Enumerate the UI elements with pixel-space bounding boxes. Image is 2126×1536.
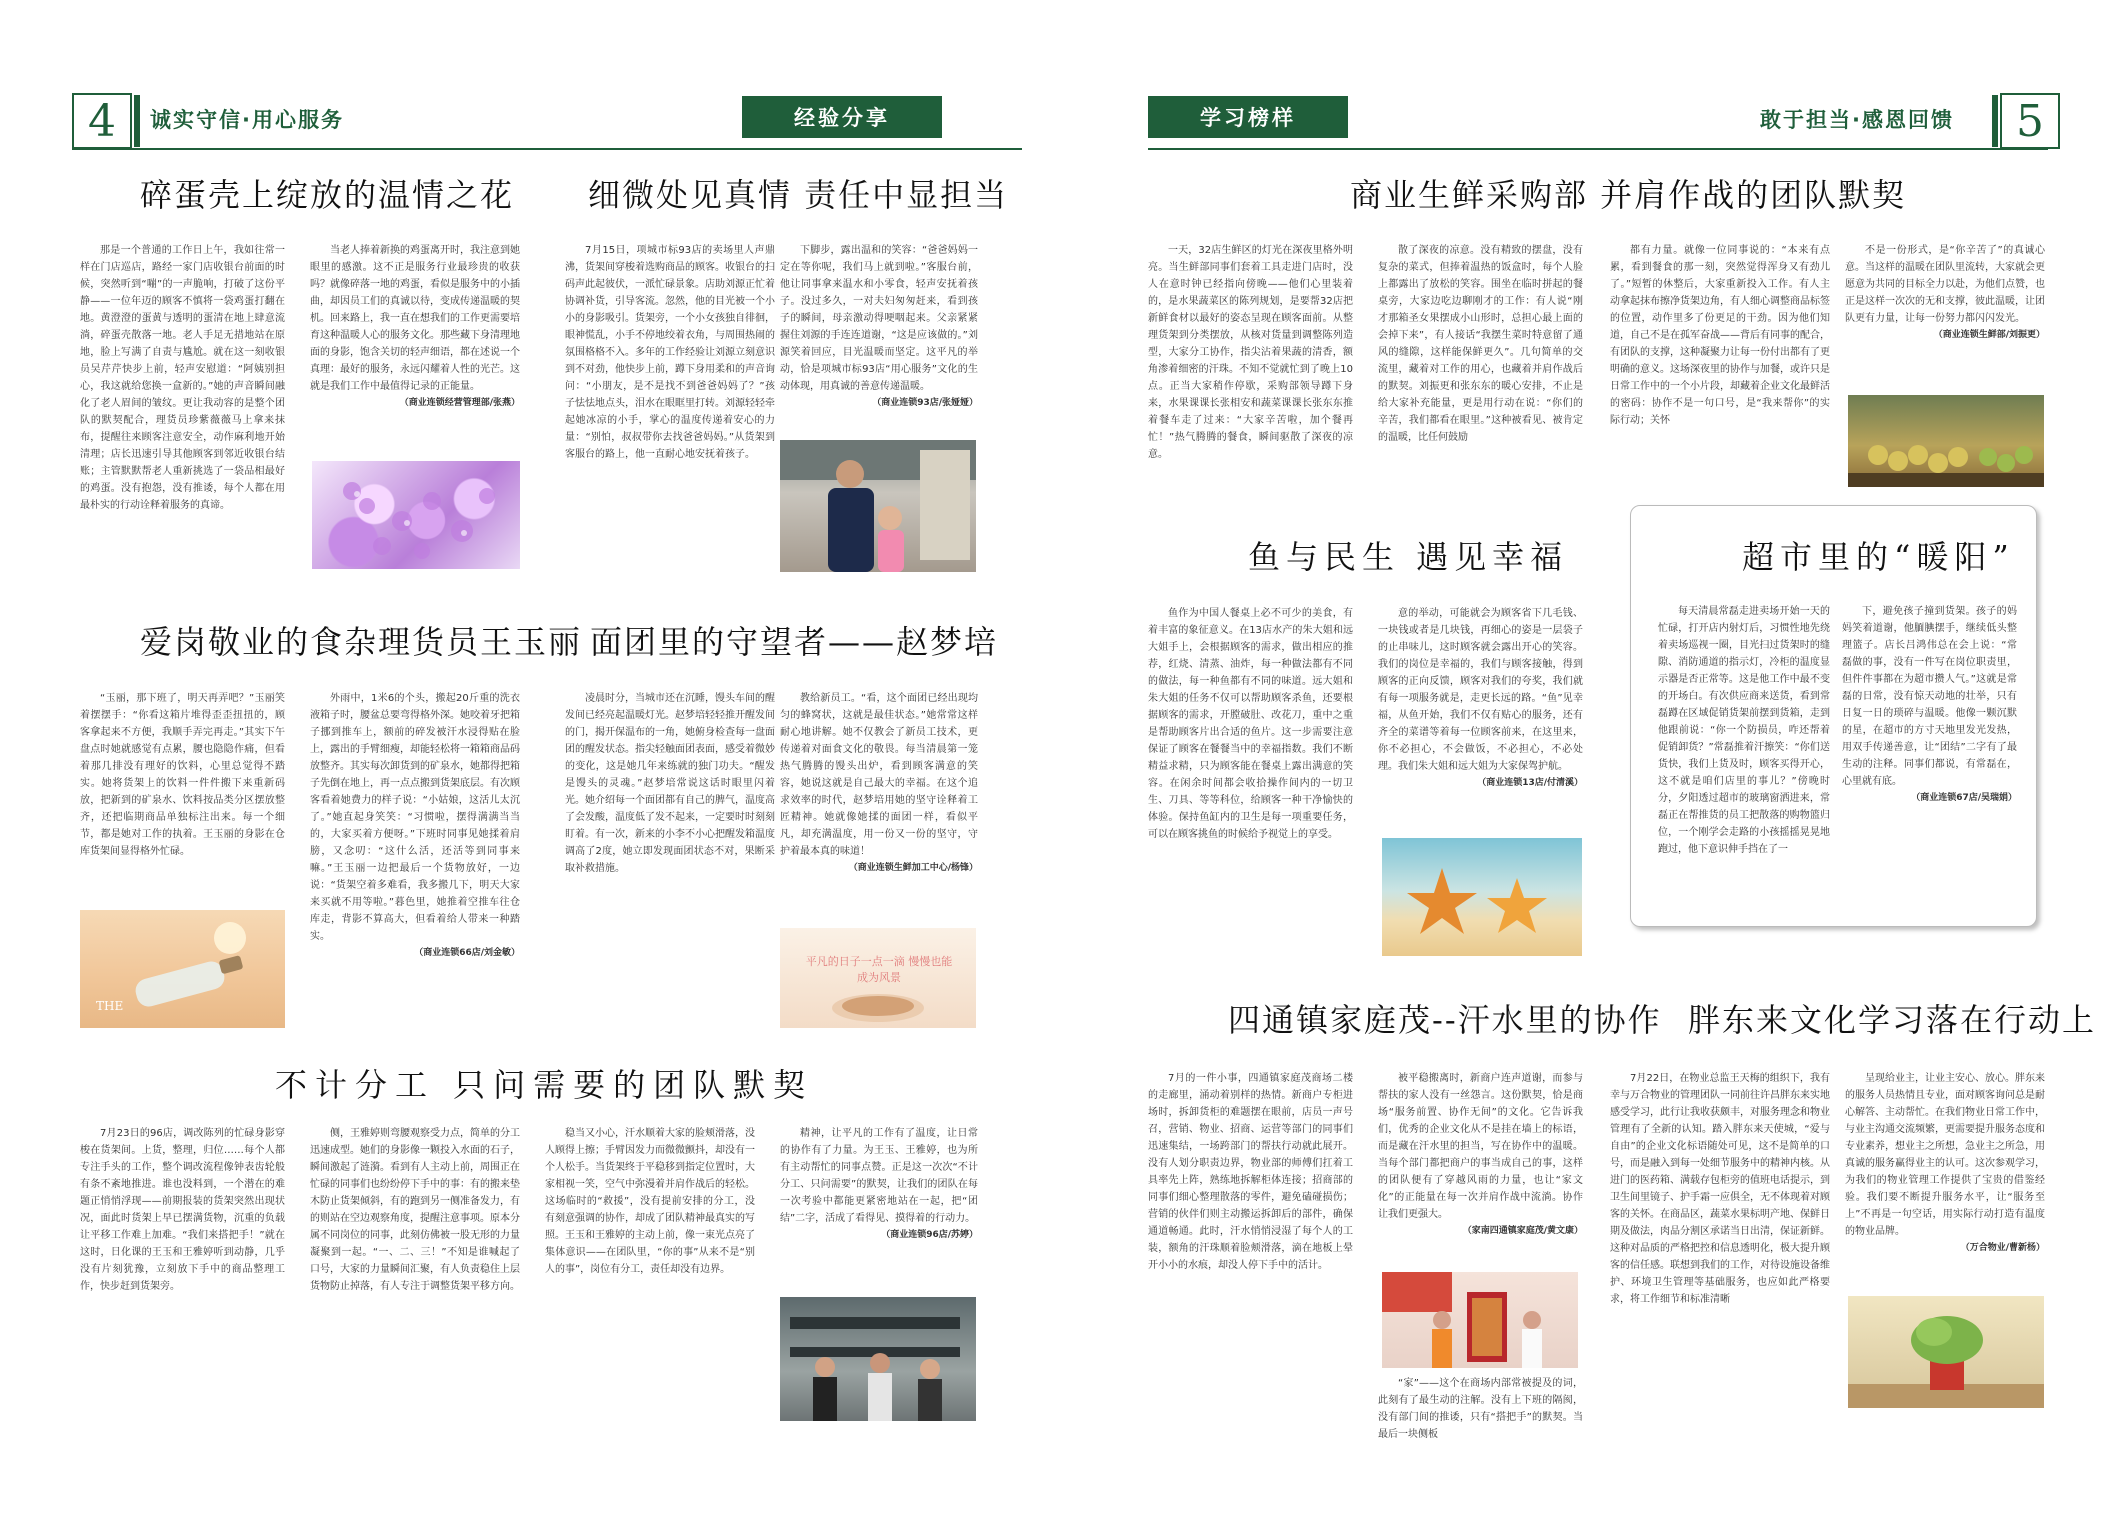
article-body [80,1125,285,1480]
article-text: 那是一个普通的工作日上午，我如往常一样在门店巡店，路经一家门店收银台前面的时候，突然听到“嘣”的一声脆响，打破了这份平静——一位年迈的顾客不慎将一袋鸡蛋打翻在地。黄澄澄的蛋黄与透明的蛋清在地上肆意流淌，碎蛋壳散落一地。老人手足无措地站在原地，脸上写满了自责与尴尬。就在这一刻收银员吴芹芹快步上前，轻声安慰道：“阿姨别担心，我这就给您换一盒新的。”她的声音瞬间融化了老人眉间的皱纹。更让我动容的是整个团队的默契配合，理货员珍紫薇薇马上拿来抹布，提醒往来顾客注意安全，动作麻利地开始清理；店长迅速引导其他顾客到邻近收银台结账；主管默默帮老人重新挑选了一袋品相最好的鸡蛋。没有抱怨，没有推诿，每个人都在用最朴实的行动诠释着服务的真谛。 [80,245,285,511]
article-text: “家”——这个在商场内部常被提及的词，此刻有了最生动的注解。没有上下班的隔阂，没有部门间的推诿，只有“搭把手”的默契。当最后一块侧板 [1378,1378,1583,1440]
article-text: 下，避免孩子撞到货架。孩子的妈妈笑着道谢，他腼腆摆手，继续低头整理篮子。店长吕鸿伟总在会上说：“常磊做的事，没有一件写在岗位职责里，但件件事都在为超市攒人气。”这就是常磊的日常，没有惊天动地的壮举，只有日复一日的琐碎与温暖。他像一颗沉默的星，在超市的方寸天地里发光发热，用双手传递善意，让“团结”二字有了最生动的注释。同事们都说，有常磊在，心里就有底。 [1842,606,2017,787]
article-body [565,690,775,1030]
article-text: 7月23日的96店，调改陈列的忙碌身影穿梭在货架间。上货，整理，归位……每个人都专注手头的工作，整个调改流程像钟表齿轮般有条不紊地推进。谁也没料到，一个潜在的难题正悄悄浮现——前期报装的货架突然出现状况，面此时货架上早已摆满货物，沉重的负载让平移工作难上加难。“我们来搭把手！”就在这时，日化课的王玉和王雅婷听到动静，几乎没有片刻犹豫，立刻放下手中的商品整理工作，快步赶到货架旁。 [80,1128,285,1292]
article-title: 碎蛋壳上绽放的温情之花 [140,176,515,214]
article-body [1378,605,1583,827]
article-body [780,690,978,912]
article-credit: （商业连锁93店/张娅娅） [872,398,978,408]
article-text: 精神，让平凡的工作有了温度，让日常的协作有了力量。为王玉、王雅婷，也为所有主动帮忙的同事点赞。正是这一次次“不计分工、只问需要”的默契，让我们的团队在每一次考验中都能更紧密地站在一起，把“团结”二字，活成了看得见、摸得着的行动力。 [780,1128,978,1224]
article-text: 一天，32店生鲜区的灯光在深夜里格外明亮。当生鲜部同事们套着工具走进门店时，没人在意时钟已经指向傍晚——他们心里装着的，是水果蔬菜区的陈列规划，是要帮32店把新鲜食材以最好的姿态呈现在顾客面前。从整理货架到分类摆放，从核对货量到调整陈列造型，大家分工协作，指尖沾着果蔬的清香，额角渗着细密的汗珠。不知不觉就忙到了晚上10点。正当大家稍作停歇，采购部领导蹲下身来，水果课课长张相安和蔬菜课课长张东东推着餐车走了过来：“大家辛苦啦，加个餐再忙！”热气腾腾的餐食，瞬间驱散了深夜的凉意。 [1148,245,1353,460]
fresh-produce-photo [1848,395,2044,487]
bottle-caption: THE [96,999,124,1013]
message-bottle-photo [80,910,285,1028]
article-body [80,242,285,572]
potted-plant-photo [1848,1296,2044,1408]
article-title: 四通镇家庭茂--汗水里的协作 [1228,1001,1662,1039]
article-text: 呈现给业主，让业主安心、放心。胖东来的服务人员热情且专业，面对顾客询问总是耐心解答、主动帮忙。在我们物业日常工作中，与业主沟通交流频繁，更需要提升服务态度和专业素养，想业主之所想，急业主之所急，用真诚的服务赢得业主的认可。这次参观学习，为我们的物业管理工作提供了宝贵的借鉴经验。我们要不断提升服务水平，让“服务至上”不再是一句空话，用实际行动打造有温度的物业品牌。 [1845,1073,2045,1237]
people-graphic [780,440,976,572]
starfish-photo [1382,838,1582,956]
article-text: 都有力量。就像一位同事说的：“本来有点累，看到餐食的那一刻，突然觉得浑身又有劲儿了。”短暂的休整后，大家重新投入工作。有人主动拿起抹布擦净货架边角，有人细心调整商品标签的位置，动作里多了份更足的干劲。因为他们知道，自己不是在孤军奋战——背后有同事的配合，有团队的支撑，这种凝聚力让每一份付出都有了更明确的意义。这场深夜里的协作与加餐，或许只是日常工作中的一个小片段，却藏着企业文化最鲜活的密码：协作不是一句口号，是“我来帮你”的实际行动；关怀 [1610,245,1830,426]
article-body [1658,603,1830,923]
article-title: 鱼与民生 遇见幸福 [1248,538,1569,576]
award-banner-photo [1382,1272,1578,1368]
left-header-rule [72,148,1022,150]
article-text: 被平稳搬离时，新商户连声道谢，而参与帮扶的家人没有一丝怨言。这份默契，恰是商场“服务前置、协作无间”的文化。它告诉我们，优秀的企业文化从不是挂在墙上的标语，而是藏在汗水里的担当，写在协作中的温暖。当每个部门都把商户的事当成自己的事，这样的团队便有了穿越风雨的力量，也让“家文化”的正能量在每一次并肩作战中流淌。协作让我们更强大。 [1378,1073,1583,1220]
article-text: 每天清晨常磊走进卖场开始一天的忙碌，打开店内射灯后，习惯性地先绕着卖场巡视一圈，目光扫过货架时的缝隙、消防通道的指示灯，冷柜的温度显示器是否正常等。这是他工作中最不变的开场白。有次供应商来送货，看到常磊蹲在区域促销货架前摆到货箱，走到他跟前说：“你一个防损员，咋还帮着促销卸货？”常磊推着汗擦笑：“你们送货快，我们上货及时，顾客买得开心，这不就是咱们店里的事儿？”傍晚时分，夕阳透过超市的玻璃窗洒进来，常磊正在帮推货的员工把散落的购物篮归位，一个刚学会走路的小孩摇摇晃晃地跑过，他下意识伸手挡在了一 [1658,606,1830,855]
left-slogan: 诚实守信·用心服务 [150,108,344,132]
article-title: 不计分工 只问需要的团队默契 [275,1066,814,1104]
article-body [80,690,285,905]
article-body [1845,242,2045,392]
article-title: 胖东来文化学习落在行动上 [1688,1001,2097,1039]
article-body [1842,603,2017,923]
team-graphic [780,1297,976,1421]
staff-with-child-photo [780,440,976,572]
article-text: 不是一份形式，是“你辛苦了”的真诚心意。当这样的温暖在团队里流转，大家就会更愿意为共同的目标全力以赴，为他们点赞，也正是这样一次次的无和支撑，彼此温暖，让团队更有力量，让每一份努力都闪闪发光。 [1845,245,2045,324]
right-header-rule [1148,148,2048,150]
article-credit: （家南四通镇家庭茂/黄文康） [1462,1226,1583,1236]
section-tag-role-model: 学习榜样 [1148,96,1348,138]
article-credit: （商业连锁13店/付清溪） [1477,778,1583,788]
article-body [310,690,520,1030]
page-number-right-text: 5 [2016,95,2044,147]
flower-graphic [312,461,520,569]
article-body [1378,1375,1583,1480]
article-body [1148,605,1353,960]
latte-art-photo [780,928,976,1028]
article-body [1845,1070,2045,1292]
article-body [1610,1070,1830,1480]
article-body [1148,242,1353,487]
bottle-graphic [80,910,285,1028]
article-body [310,242,520,457]
article-text: 外雨中，1米6的个头，搬起20斤重的洗衣液箱子时，腰盆总要弯得格外深。她咬着牙把箱子挪到推车上，额前的碎发被汗水浸得贴在脸上，露出的手臂细瘦，却能轻松将一箱箱商品码放整齐。其实每次卸货到的矿泉水，她都得把箱子先倒在地上，再一点点搬到货架底层。有次顾客看着她费力的样子说：“小姑娘，这活儿太沉了。”她直起身笑笑：“习惯啦，摆得满满当当的，大家买着方便呀。”下班时同事见她揉着肩膀，又念叨：“这什么活，还活等到同事来嘛。”王玉丽一边把最后一个货物放好，一边说：“货架空着多难看，我多搬几下，明天大家来买就不用等啦。”暮色里，她推着空推车往仓库走，背影不算高大，但看着给人带来一种踏实。 [310,693,520,942]
team-moving-shelf-photo [780,1297,976,1421]
page-number-right [2000,93,2060,149]
article-text: 凌晨时分，当城市还在沉睡，馒头车间的醒发间已经亮起温暖灯光。赵梦培轻轻推开醒发间的门，揭开保温布的一角，她俯身检查每一盘面团的醒发状态。指尖轻触面团表面，感受着微妙的变化，这是她几年来练就的独门功夫。“醒发是馒头的灵魂。”赵梦培常说这话时眼里闪着光。她介绍每一个面团都有自己的脾气，温度高了会发酸，温度低了发不起来，一定要时时刻刻盯着。有一次，新来的小李不小心把醒发箱温度调高了2度，她立即发现面团状态不对，果断采取补救措施。 [565,693,775,874]
article-credit: （商业连锁67店/吴瑞娟） [1911,793,2017,803]
article-title: 商业生鲜采购部 并肩作战的团队默契 [1350,176,1907,214]
right-slogan: 敢于担当·感恩回馈 [1760,108,1954,132]
article-credit: （商业连锁66店/刘金敏） [414,948,520,958]
article-body [1148,1070,1353,1480]
lilac-flowers-photo [312,461,520,569]
article-text: “玉丽，那下班了，明天再弄吧？”玉丽笑着摆摆手：“你看这箱片堆得歪歪扭扭的，顾客拿起来不方便，我顺手弄完再走。”其实下午盘点时她就感觉有点累，腰也隐隐作痛，但看着那几排没有理好的饮料，心里总觉得不踏实。她将货架上的饮料一件件搬下来重新码放，把新到的矿泉水、饮料按品类分区摆放整齐，还把临期商品单独标注出来。每一个细节，都是她对工作的执着。王玉丽的身影在仓库货架间显得格外忙碌。 [80,693,285,857]
article-text: 教给新员工。“看，这个面团已经出现均匀的蜂窝状，这就是最佳状态。”她常常这样耐心地讲解。她不仅教会了新员工技术，更传递着对面食文化的敬畏。每当清晨第一笼热气腾腾的馒头出炉，看到顾客满意的笑容，她说这就是自己最大的幸福。在这个追求效率的时代，赵梦培用她的坚守诠释着工匠精神。她就像她揉的面团一样，看似平凡，却充满温度，用一份又一份的坚守，守护着最本真的味道！ [780,693,978,857]
article-body [780,1125,978,1290]
banner-graphic [1382,1272,1578,1368]
article-title: 面团里的守望者——赵梦培 [590,623,999,661]
starfish-graphic [1382,838,1582,956]
page-number-left-text: 4 [88,95,116,147]
article-text: 下脚步，露出温和的笑容：“爸爸妈妈一定在等你呢，我们马上就到啦。”客服台前，他让同事拿来温水和小零食，轻声安抚着孩子。没过多久，一对夫妇匆匆赶来，看到孩子的瞬间，母亲激动得哽咽起来。父亲紧紧握住刘源的手连连道谢，“这是应该做的。”刘源笑着回应，目光温暖而坚定。这平凡的举动，恰是项城市标93店“用心服务”文化的生动体现，用真诚的善意传递温暖。 [780,245,978,392]
article-credit: （万合物业/曹新杨） [1960,1243,2045,1253]
article-text: 当老人捧着新换的鸡蛋离开时，我注意到她眼里的感激。这不正是服务行业最珍贵的收获吗？就像碎落一地的鸡蛋，看似是服务中的小插曲，却因员工们的真诚以待，变成传递温暖的契机。回来路上，我一直在想我们的工作更需要培育这种温暖人心的服务文化。那些藏下身清理地面的身影，饱含关切的轻声细语，都在述说一个真理：最好的服务，永远闪耀着人性的光芒。这就是我们工作中最值得记录的正能量。 [310,245,520,392]
article-text: 散了深夜的凉意。没有精致的摆盘，没有复杂的菜式，但捧着温热的饭盒时，每个人脸上都露出了放松的笑容。围坐在临时拼起的餐桌旁，大家边吃边聊刚才的工作：有人说“刚才那箱圣女果摆成小山形时，总担心最上面的会掉下来”，有人接话“我摆生菜时特意留了通风的缝隙，这样能保鲜更久”。几句简单的交流里，藏着对工作的用心，也藏着并肩作战后的默契。刘振更和张东东的暖心安排，不止是给大家补充能量，更是用行动在说：“你们的辛苦，我们都看在眼里。”这种被看见、被肯定的温暖，比任何鼓励 [1378,245,1583,443]
article-text: 7月的一件小事，四通镇家庭茂商场二楼的走廊里，涌动着别样的热情。新商户专柜进场时，拆卸货柜的难题摆在眼前，店员一声号召，营销、物业、招商、运营等部门的同事们迅速集结，一场跨部门的帮扶行动就此展开。没有人划分职责边界，物业部的师傅们扛着工具率先上阵，熟练地拆解柜体连接；招商部的同事们细心整理散落的零件，避免磕碰损伤；营销的伙伴们则主动搬运拆卸后的部件，确保通道畅通。此时，汗水悄悄浸湿了每个人的工装，额角的汗珠顺着脸颊滑落，滴在地板上晕开小小的水痕，却没人停下手中的活计。 [1148,1073,1353,1271]
article-title: 细微处见真情 责任中显担当 [588,176,1009,214]
plant-graphic [1848,1296,2044,1408]
latte-caption: 平凡的日子一点一滴 慢慢也能成为风景 [805,955,953,984]
article-body [1610,242,1830,487]
article-credit: （商业连锁经营管理部/张燕） [399,398,520,408]
article-body [1378,1070,1583,1262]
article-body [545,1125,755,1480]
article-title: 超市里的“暖阳” [1742,538,2015,576]
article-text: 侧，王雅婷则弯腰观察受力点，简单的分工迅速成型。她们的身影像一颗投入水面的石子，瞬间激起了涟漪。看到有人主动上前，周围正在忙碌的同事们也纷纷停下手中的事：有的搬来垫木防止货架倾斜，有的跑到另一侧准备发力，有的则站在空边观察角度，提醒注意事项。原本分属不同岗位的同事，此刻仿佛被一股无形的力量凝聚到一起。“一、二、三！”不知是谁喊起了口号，大家的力量瞬间汇聚，有人负责稳住上层货物防止掉落，有人专注于调整货架平移方向。 [310,1128,520,1292]
article-text: 稳当又小心，汗水顺着大家的脸颊滑落，没人顾得上擦；手臂因发力而微微颤抖，却没有一个人松手。当货架终于平稳移到指定位置时，大家相视一笑，空气中弥漫着并肩作战后的轻松。这场临时的“救援”，没有提前安排的分工，没有刻意强调的协作，却成了团队精神最真实的写照。王玉和王雅婷的主动上前，像一束光点亮了集体意识——在团队里，“你的事”从来不是“别人的事”，岗位有分工，责任却没有边界。 [545,1128,755,1275]
article-body [565,242,775,572]
article-text: 7月15日，项城市标93店的卖场里人声鼎沸，货架间穿梭着选购商品的顾客。收银台的扫码声此起彼伏，一派忙碌景象。店助刘源正忙着协调补货，引导客流。忽然，他的目光被一个小小的身影吸引。货架旁，一个小女孩独自徘徊，眼神慌乱，小手不停地绞着衣角，与周围热闹的氛围格格不入。多年的工作经验让刘源立刻意识到不对劲，他快步上前，蹲下身用柔和的声音询问：“小朋友，是不是找不到爸爸妈妈了？”孩子怯怯地点头，泪水在眼眶里打转。刘源轻轻牵起她冰凉的小手，掌心的温度传递着安心的力量：“别怕，叔叔带你去找爸爸妈妈。”从货架到客服台的路上，他一直耐心地安抚着孩子。 [565,245,775,460]
article-text: 鱼作为中国人餐桌上必不可少的美食，有着丰富的象征意义。在13店水产的朱大姐和远大姐手上，会根据顾客的需求，做出相应的推荐，红烧、清蒸、油炸，每一种做法都有不同的做法，每一种鱼都有不同的味道。远大姐和朱大姐的任务不仅可以帮助顾客杀鱼，还要根据顾客的需求，开膛破肚、改花刀，重中之重是帮助顾客片出合适的鱼片。这一步需要注意保证了顾客在餐餐当中的幸福指数。我们不断精益求精，只为顾客能在餐桌上露出满意的笑容。在闲余时间都会收拾操作间内的一切卫生、刀具、等等科位，给顾客一种干净愉快的体验。保持鱼缸内的卫生是每一项重要任务，可以在顾客挑鱼的时候给予视觉上的享受。 [1148,608,1353,840]
article-title: 爱岗敬业的食杂理货员王玉丽 [140,623,583,661]
latte-graphic [780,928,976,1028]
article-body [780,242,978,437]
article-credit: （商业连锁生鲜部/刘振更） [1933,330,2045,340]
produce-graphic [1848,395,2044,487]
article-body [310,1125,520,1480]
section-tag-experience: 经验分享 [742,96,942,138]
article-text: 意的举动，可能就会为顾客省下几毛钱、一块钱或者是几块钱，再细心的姿是一层袋子的止串味儿，这时顾客就会露出开心的笑容。我们的岗位是幸福的，我们与顾客接触，得到顾客的正向反馈，顾客对我们的夸奖，我们就有每一项服务就是，走更长远的路。“鱼”见幸福，从鱼开始，我们不仅有贴心的服务，还有齐全的菜谱等着每一位顾客前来，在这里来，你不必担心，不会做饭，不必担心，不必处理。我们朱大姐和远大姐为大家保驾护航。 [1378,608,1583,772]
article-credit: （商业连锁96店/苏婷） [881,1230,978,1240]
article-body [1378,242,1583,487]
article-text: 7月22日，在物业总监王天梅的组织下，我有幸与万合物业的管理团队一同前往许昌胖东来实地感受学习，此行让我收获颇丰，对服务理念和物业管理有了全新的认知。踏入胖东来天使城，“爱与自由”的企业文化标语随处可见，这不是简单的口号，而是融入到每一处细节服务中的精神内核。从进门的医药箱、满载存包柜旁的值班电话提示，到卫生间里镜子、护手霜一应俱全，无不体现着对顾客的关怀。在商品区，蔬菜水果标明产地、保鲜日期及做法，肉品分割区承诺当日出清，保证新鲜。这种对品质的严格把控和信息透明化，极大提升顾客的信任感。联想到我们的工作，对待设施设备维护、环境卫生管理等基础服务，也应如此严格要求，将工作细节和标准清晰 [1610,1073,1830,1305]
article-credit: （商业连锁生鲜加工中心/杨锋） [848,863,978,873]
page-number-left [72,93,132,149]
